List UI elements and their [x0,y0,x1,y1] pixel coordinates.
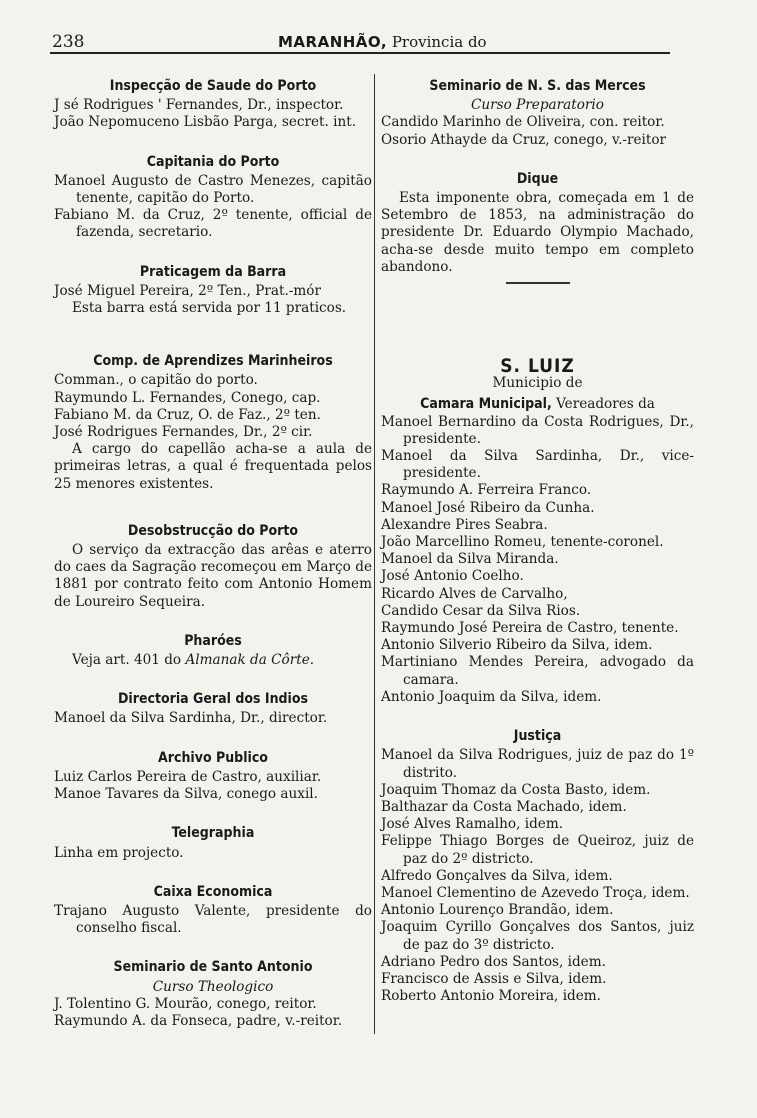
section-capitania [54,154,372,242]
list-item: Manoel da Silva Rodrigues, juiz de paz do 1º distrito. [381,747,694,781]
section-note: O serviço da extracção das arêas e aterro do caes da Sagração recomeçou em Março de 1881 por contrato feito com Antonio Homem de Loureiro Sequeira. [54,542,372,610]
section-heading: Pharóes [184,632,242,649]
list-item: J. Tolentino G. Mourão, conego, reitor. [54,995,317,1012]
section-inspeccao-saude [54,78,372,132]
section-note: Esta imponente obra, começada em 1 de Setembro de 1853, na administração do presidente Dr. Eduardo Olympio Machado, acha-se desde muito tempo em completo abandono. [381,190,694,275]
list-item: Antonio Lourenço Brandão, idem. [381,902,614,919]
list-item: José Alves Ramalho, idem. [381,816,564,833]
list-item: Adriano Pedro dos Santos, idem. [381,953,606,970]
running-title-bold: MARANHÃO, [278,33,388,51]
section-heading: Capitania do Porto [146,153,280,170]
list-item: Roberto Antonio Moreira, idem. [381,988,602,1005]
list-item: Balthazar da Costa Machado, idem. [381,798,627,815]
list-item: José Antonio Coelho. [381,568,524,585]
camara-heading [381,396,694,413]
list-item: Fabiano M. da Cruz, O. de Faz., 2º ten. [54,406,321,423]
page-header [50,30,670,54]
place-title: S. LUIZ [500,355,575,378]
section-subheading: Curso Preparatorio [471,97,604,114]
section-heading: Praticagem da Barra [139,263,287,280]
list-item: José Miguel Pereira, 2º Ten., Prat.-mór [54,282,321,299]
list-item: Manoel da Silva Sardinha, Dr., director. [54,710,328,727]
column-divider [374,74,375,1034]
section-subheading: Curso Theologico [152,978,274,995]
section-heading: Dique [516,170,559,187]
list-item: J sé Rodrigues ' Fernandes, Dr., inspector. [54,97,344,114]
list-item: Alfredo Gonçalves da Silva, idem. [381,867,613,884]
section-heading: Justiça [513,728,562,745]
list-item: Raymundo A. da Fonseca, padre, v.-reitor. [54,1012,343,1029]
section-note: Esta barra está servida por 11 praticos. [72,300,347,317]
section-praticagem [54,264,372,318]
list-item: Manoel José Ribeiro da Cunha. [381,499,595,516]
camara-heading-rest: Vereadores da [556,396,655,413]
list-item: Manoel Clementino de Azevedo Troça, idem. [381,884,690,901]
list-item: Trajano Augusto Valente, presidente do conselho fiscal. [54,902,372,937]
section-rule [506,282,570,284]
list-item: Alexandre Pires Seabra. [381,516,548,533]
list-item: Raymundo José Pereira de Castro, tenente. [381,620,679,637]
list-item: Linha em projecto. [54,844,184,861]
list-item: João Marcellino Romeu, tenente-coronel. [381,534,664,551]
section-note: A cargo do capellão acha-se a aula de primeiras letras, a qual é frequentada pelos 25 menores existentes. [54,441,372,492]
left-column [54,78,372,1052]
section-heading: Seminario de Santo Antonio [113,959,313,976]
section-seminario-merces [381,78,694,149]
section-caixa [54,884,372,938]
list-item: Manoel Bernardino da Costa Rodrigues, Dr., presidente. [381,413,694,447]
list-item: Ricardo Alves de Carvalho, [381,585,568,602]
section-heading: Caixa Economica [153,883,273,900]
section-indios [54,691,372,727]
list-item: Luiz Carlos Pereira de Castro, auxiliar. [54,768,322,785]
list-item: Manoel Augusto de Castro Menezes, capitão tenente, capitão do Porto. [54,172,372,207]
section-archivo [54,750,372,804]
list-item: Martiniano Mendes Pereira, advogado da camara. [381,654,694,688]
list-item: João Nepomuceno Lisbão Parga, secret. int. [54,114,357,131]
section-sao-luiz [381,355,694,706]
section-note [54,652,372,669]
list-item: Raymundo A. Ferreira Franco. [381,482,592,499]
list-item: Osorio Athayde da Cruz, conego, v.-reitor [381,131,667,148]
section-dique [381,171,694,284]
right-column [381,78,694,1027]
list-item: Comman., o capitão do porto. [54,372,258,389]
list-item: José Rodrigues Fernandes, Dr., 2º cir. [54,424,313,441]
running-title-rest: Provincia do [391,33,487,51]
section-seminario-antonio [54,959,372,1030]
list-item: Antonio Joaquim da Silva, idem. [381,688,602,705]
list-item: Manoe Tavares da Silva, conego auxil. [54,786,318,803]
section-heading: Comp. de Aprendizes Marinheiros [93,353,333,370]
section-heading: Directoria Geral dos Indios [117,691,309,708]
list-item: Joaquim Thomaz da Costa Basto, idem. [381,781,651,798]
section-desobstrucao [54,523,372,611]
list-item: Felippe Thiago Borges de Queiroz, juiz de paz do 2º districto. [381,833,694,867]
camara-heading-bold: Camara Municipal, [420,396,552,413]
list-item: Manoel da Silva Sardinha, Dr., vice-presidente. [381,448,694,482]
page-number: 238 [52,32,85,52]
list-item: Fabiano M. da Cruz, 2º tenente, official de fazenda, secretario. [54,207,372,241]
section-pharoes [54,633,372,669]
list-item: Candido Cesar da Silva Rios. [381,602,581,619]
section-heading: Telegraphia [171,825,255,842]
section-heading: Archivo Publico [158,749,268,766]
list-item: Candido Marinho de Oliveira, con. reitor. [381,114,665,131]
list-item: Antonio Silverio Ribeiro da Silva, idem. [381,637,653,654]
section-heading: Seminario de N. S. das Merces [429,78,646,94]
section-heading: Desobstrucção do Porto [127,522,299,539]
section-heading: Inspecção de Saude do Porto [109,78,317,94]
section-justica [381,728,694,1005]
section-telegraphia [54,825,372,861]
list-item: Francisco de Assis e Silva, idem. [381,970,607,987]
list-item: Joaquim Cyrillo Gonçalves dos Santos, juiz de paz do 3º districto. [381,919,694,953]
running-title [278,33,487,51]
section-aprendizes [54,353,372,493]
list-item: Manoel da Silva Miranda. [381,551,559,568]
municipio-label: Municipio de [492,375,583,392]
pharoes-reference: Almanak da Côrte. [185,652,315,669]
pharoes-text: Veja art. 401 do [72,652,182,669]
list-item: Raymundo L. Fernandes, Conego, cap. [54,389,321,406]
